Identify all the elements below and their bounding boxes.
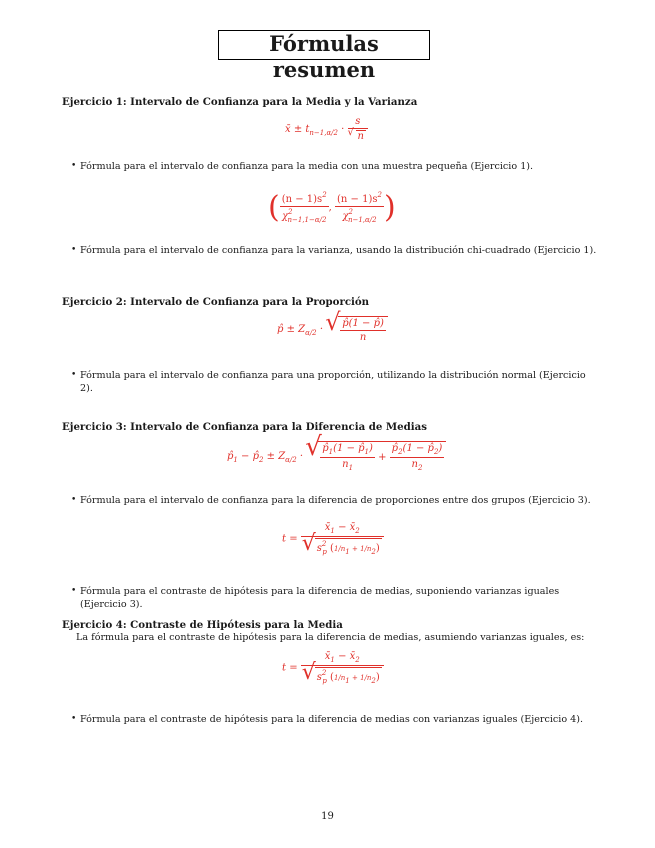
- bullet-icon: •: [71, 495, 77, 505]
- bullet-icon: •: [71, 714, 77, 724]
- formula-t-test-equal-var: t = $x̄_1$ − $x̄_2$ √ $s^2_p$ (1/n1 + 1/n2): [282, 522, 384, 556]
- section-4-heading: Ejercicio 4: Contraste de Hipótesis para la Media: [62, 619, 343, 631]
- section-4-bullet-1: [71, 713, 598, 726]
- formula-mean-ci: x̄ ± $t_{n-1,\alpha/2}$ · s √ n: [285, 116, 368, 142]
- section-1-formula-1-description: Fórmula para el intervalo de confianza para la media con una muestra pequeña (Ejercicio 1).: [80, 161, 534, 172]
- section-3-formula-1-description: Fórmula para el intervalo de confianza para la diferencia de proporciones entre dos grupos (Ejercicio 3).: [80, 495, 591, 506]
- formula-proportion-ci: p̂ ± $Z_{\alpha/2}$ · √ $\frac{p̂(1 - p̂)}{n}$: [277, 316, 388, 343]
- formula-diff-proportions-ci: $p̂_1$ − $p̂_2 \pm Z_{\alpha/2}$ · √ $\frac{p̂_1(1 - p̂_1)}{n_1}$ + $\frac{p̂_2(1 - p̂_2)}{n_2}$: [227, 441, 446, 472]
- bullet-icon: •: [71, 161, 77, 171]
- section-3-bullet-2: [71, 585, 598, 611]
- section-3-heading: Ejercicio 3: Intervalo de Confianza para la Diferencia de Medias: [62, 421, 427, 433]
- section-4-intro: La fórmula para el contraste de hipótesis para la diferencia de medias, asumiendo varianzas iguales, es:: [76, 632, 585, 643]
- page-number: 19: [321, 811, 334, 822]
- section-2-heading: Ejercicio 2: Intervalo de Confianza para la Proporción: [62, 296, 370, 308]
- section-1-heading: Ejercicio 1: Intervalo de Confianza para la Media y la Varianza: [62, 96, 418, 108]
- section-2-formula-1-description: Fórmula para el intervalo de confianza para una proporción, utilizando la distribución normal (Ejercicio 2).: [80, 370, 586, 394]
- formula-variance-ci: ( $\frac{(n - 1)s^2}{\chi^2_{n-1,1-\alpha/2}}$ , $\frac{(n - 1)s^2}{\chi^2_{n-1,\alpha/2}}$ ): [268, 190, 396, 225]
- section-4-formula-1-description: Fórmula para el contraste de hipótesis para la diferencia de medias con varianzas iguales (Ejercicio 4).: [80, 714, 584, 725]
- bullet-icon: •: [71, 370, 77, 380]
- section-3-formula-2-description: Fórmula para el contraste de hipótesis para la diferencia de medias, suponiendo varianzas iguales (Ejercicio 3).: [80, 586, 560, 610]
- section-1-bullet-1: [71, 160, 598, 173]
- formula-t-test-mean: t = $x̄_1$ − $x̄_2$ √ $s^2_p$ (1/n1 + 1/n2): [282, 651, 384, 685]
- page-title: Fórmulas resumen: [218, 30, 430, 60]
- section-1-formula-2-description: Fórmula para el intervalo de confianza para la varianza, usando la distribución chi-cuadrado (Ejercicio 1).: [80, 245, 597, 256]
- section-3-bullet-1: [71, 494, 598, 507]
- bullet-icon: •: [71, 245, 77, 255]
- section-1-bullet-2: [71, 244, 598, 257]
- section-2-bullet-1: [71, 369, 598, 395]
- bullet-icon: •: [71, 586, 77, 596]
